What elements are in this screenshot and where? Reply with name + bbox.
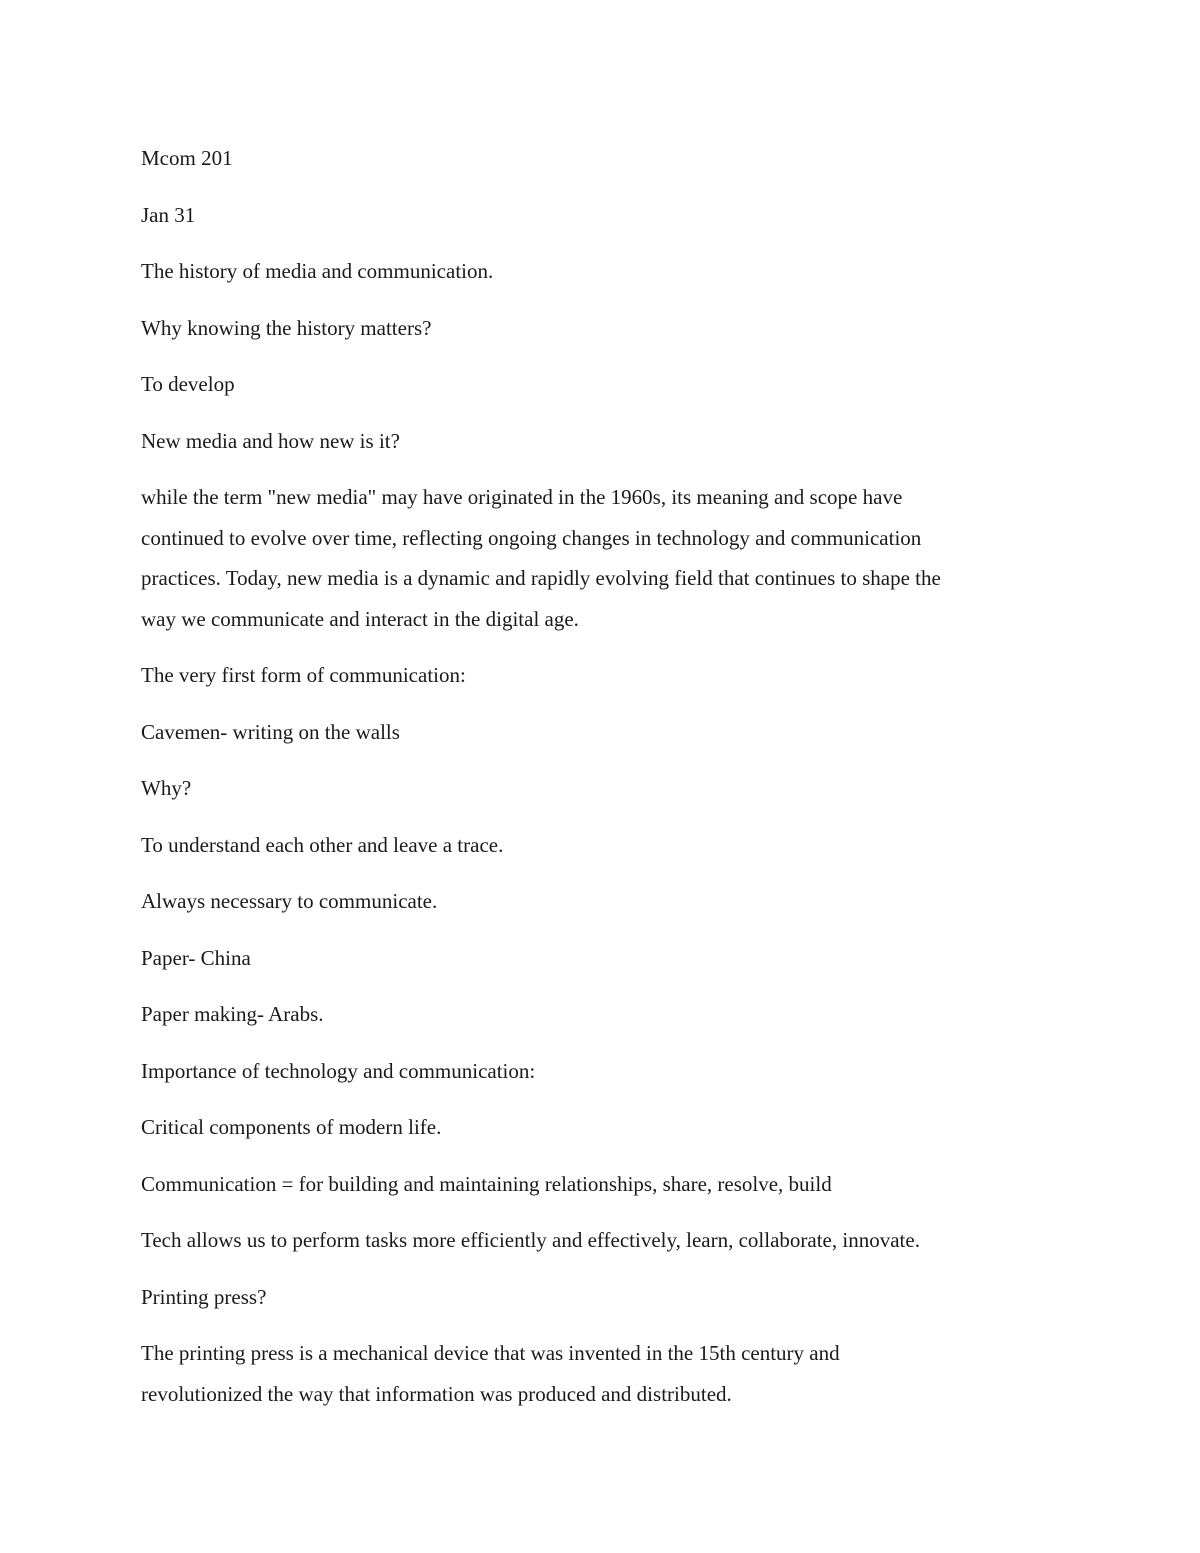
paragraph-line: while the term "new media" may have originated in the 1960s, its meaning and scope have xyxy=(141,485,903,509)
paragraph-line: way we communicate and interact in the digital age. xyxy=(141,606,579,631)
note-line: To understand each other and leave a trace. xyxy=(141,832,504,857)
note-line: Critical components of modern life. xyxy=(141,1115,442,1139)
printing-press-paragraph xyxy=(141,1333,1061,1414)
note-line: The very first form of communication: xyxy=(141,663,466,687)
document-body xyxy=(141,138,1061,1430)
date-line: Jan 31 xyxy=(141,202,196,227)
note-line: To develop xyxy=(141,372,235,396)
note-line: Always necessary to communicate. xyxy=(141,889,438,913)
note-line: Cavemen- writing on the walls xyxy=(141,719,400,744)
topic-heading: The history of media and communication. xyxy=(141,259,494,283)
note-line: Paper making- Arabs. xyxy=(141,1002,324,1026)
note-line: Tech allows us to perform tasks more efficiently and effectively, learn, collaborate, innovate. xyxy=(141,1228,920,1252)
new-media-paragraph xyxy=(141,477,1061,639)
paragraph-line: practices. Today, new media is a dynamic and rapidly evolving field that continues to shape the xyxy=(141,566,941,590)
paragraph-line: revolutionized the way that information was produced and distributed. xyxy=(141,1381,732,1406)
paragraph-line: continued to evolve over time, reflecting ongoing changes in technology and communication xyxy=(141,525,922,550)
note-line: New media and how new is it? xyxy=(141,428,400,453)
note-line: Why knowing the history matters? xyxy=(141,315,432,340)
note-line: Importance of technology and communication: xyxy=(141,1058,536,1083)
note-line: Communication = for building and maintaining relationships, share, resolve, build xyxy=(141,1171,832,1196)
note-line: Printing press? xyxy=(141,1284,267,1309)
note-line: Paper- China xyxy=(141,945,251,970)
note-line: Why? xyxy=(141,776,192,800)
course-title: Mcom 201 xyxy=(141,146,233,170)
paragraph-line: The printing press is a mechanical device that was invented in the 15th century and xyxy=(141,1341,840,1365)
